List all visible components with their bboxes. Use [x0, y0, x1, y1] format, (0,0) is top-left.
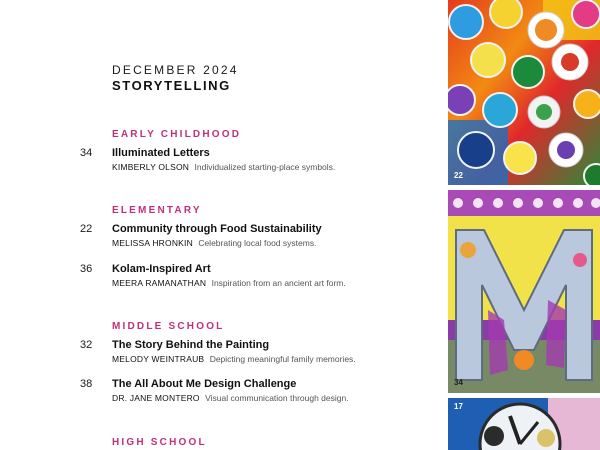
artwork-page-label: 17	[454, 402, 463, 411]
article-description: Visual communication through design.	[205, 393, 349, 403]
page-number: 34	[80, 147, 93, 159]
article-title[interactable]: Community through Food Sustainability	[112, 223, 322, 235]
article-description: Inspiration from an ancient art form.	[211, 278, 346, 288]
author-name: DR. JANE MONTERO	[112, 393, 200, 403]
artwork-page-label: 22	[454, 171, 463, 180]
article-title[interactable]: Kolam-Inspired Art	[112, 263, 211, 275]
author-name: MELODY WEINTRAUB	[112, 354, 205, 364]
author-name: MELISSA HRONKIN	[112, 238, 193, 248]
plates-artwork-image	[448, 0, 600, 185]
byline	[112, 354, 356, 364]
section-heading-high-school: HIGH SCHOOL	[112, 437, 207, 448]
article-description: Depicting meaningful family memories.	[209, 354, 356, 364]
author-name: MEERA RAMANATHAN	[112, 278, 207, 288]
page-number: 38	[80, 378, 93, 390]
clock-artwork-image	[448, 398, 600, 450]
article-title[interactable]: Illuminated Letters	[112, 147, 210, 159]
author-name: KIMBERLY OLSON	[112, 162, 190, 172]
page-number: 32	[80, 339, 93, 351]
byline	[112, 162, 335, 172]
article-title[interactable]: The Story Behind the Painting	[112, 339, 270, 351]
artwork-gallery	[446, 0, 600, 450]
artwork-page-label: 34	[454, 378, 463, 387]
section-heading-early-childhood: EARLY CHILDHOOD	[112, 129, 242, 140]
article-description: Celebrating local food systems.	[198, 238, 317, 248]
section-heading-elementary: ELEMENTARY	[112, 205, 202, 216]
byline	[112, 393, 349, 403]
page-number: 22	[80, 223, 93, 235]
byline	[112, 238, 316, 248]
byline	[112, 278, 346, 288]
issue-date: DECEMBER 2024	[112, 63, 239, 77]
artwork-thumbnail-letter-m[interactable]	[448, 190, 600, 393]
artwork-thumbnail-clock[interactable]	[448, 398, 600, 450]
section-heading-middle-school: MIDDLE SCHOOL	[112, 321, 225, 332]
page-number: 36	[80, 263, 93, 275]
article-description: Individualized starting-place symbols.	[194, 162, 336, 172]
article-title[interactable]: The All About Me Design Challenge	[112, 378, 297, 390]
letter-m-artwork-image	[448, 190, 600, 393]
issue-theme: STORYTELLING	[112, 78, 231, 93]
artwork-thumbnail-plates[interactable]	[448, 0, 600, 185]
